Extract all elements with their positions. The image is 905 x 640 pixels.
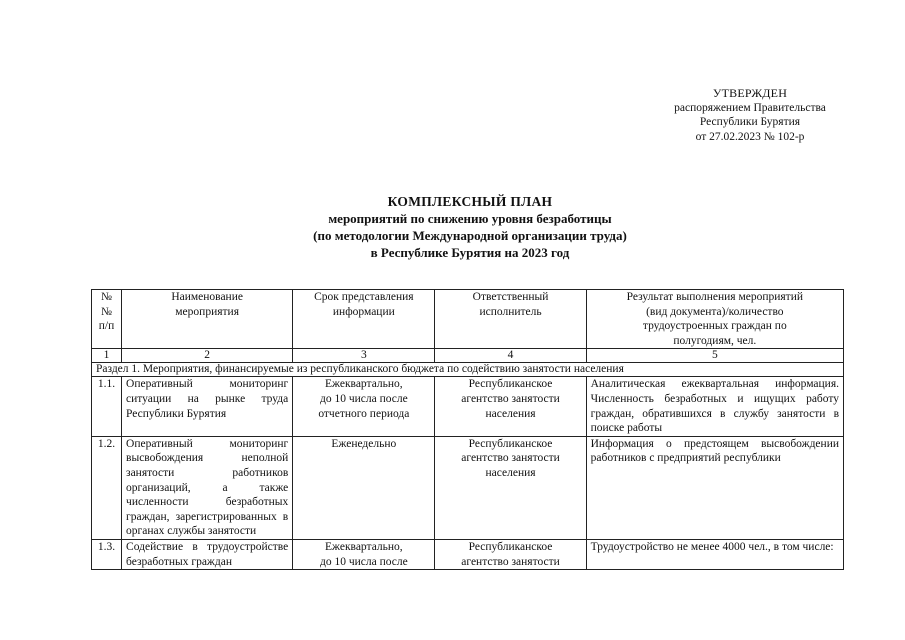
row-term — [293, 377, 435, 436]
executor-text: Республиканское — [468, 540, 553, 553]
table-row — [92, 377, 844, 436]
header-text: Ответственный — [472, 291, 549, 303]
header-text: п/п — [98, 320, 115, 333]
row-activity: Оперативный мониторинг высвобождения неполной занятости работников организаций, а также численности безработных граждан, зарегистрированных в органах службы занятости — [122, 436, 293, 539]
header-text: Наименование — [171, 291, 243, 303]
row-result: Аналитическая ежеквартальная информация. Численность безработных и ищущих работу граждан, обратившихся в службу занятости в поиске работы — [586, 377, 843, 436]
approval-line: Республики Бурятия — [699, 116, 801, 128]
header-text: информации — [332, 305, 395, 318]
approval-heading: УТВЕРЖДЕН — [712, 86, 788, 100]
term-text: Еженедельно — [331, 437, 397, 450]
executor-text: агентство занятости — [461, 555, 560, 568]
column-number: 4 — [435, 349, 586, 363]
column-number: 2 — [122, 349, 293, 363]
table-row — [92, 539, 844, 569]
row-activity: Оперативный мониторинг ситуации на рынке труда Республики Бурятия — [122, 377, 293, 436]
column-number: 1 — [92, 349, 122, 363]
title-line: в Республике Бурятия на 2023 год — [370, 245, 570, 260]
term-text: Ежеквартально, — [325, 540, 403, 553]
row-executor — [435, 377, 586, 436]
term-text: отчетного периода — [318, 407, 410, 420]
document-title — [190, 193, 750, 261]
row-term — [293, 436, 435, 539]
header-text: Срок представления — [314, 291, 414, 303]
header-text: полугодиям, чел. — [673, 334, 757, 347]
approval-date: от 27.02.2023 № 102-р — [695, 130, 805, 143]
row-number: 1.2. — [92, 436, 122, 539]
row-activity: Содействие в трудоустройстве безработных граждан — [122, 539, 293, 569]
term-text: Ежеквартально, — [325, 378, 403, 391]
title-main: КОМПЛЕКСНЫЙ ПЛАН — [387, 194, 553, 209]
header-number — [92, 290, 122, 349]
column-number: 5 — [586, 349, 843, 363]
header-text: мероприятия — [175, 305, 239, 318]
section-row — [92, 363, 844, 377]
section-title: Раздел 1. Мероприятия, финансируемые из республиканского бюджета по содействию занятости населения — [92, 363, 844, 377]
header-text: исполнитель — [479, 305, 542, 318]
term-text: до 10 числа после — [319, 392, 408, 405]
row-term — [293, 539, 435, 569]
executor-text: агентство занятости — [461, 452, 560, 465]
row-executor — [435, 539, 586, 569]
header-result — [586, 290, 843, 349]
row-number: 1.1. — [92, 377, 122, 436]
row-number: 1.3. — [92, 539, 122, 569]
term-text: до 10 числа после — [319, 555, 408, 568]
column-number-row — [92, 349, 844, 363]
table-header-row — [92, 290, 844, 349]
column-number: 3 — [293, 349, 435, 363]
row-executor — [435, 436, 586, 539]
header-text: Результат выполнения мероприятий — [626, 291, 804, 303]
executor-text: населения — [485, 407, 536, 420]
title-line: мероприятий по снижению уровня безработицы — [328, 211, 612, 226]
approval-block — [640, 86, 860, 144]
header-text: трудоустроенных граждан по — [642, 320, 787, 333]
header-activity — [122, 290, 293, 349]
header-executor — [435, 290, 586, 349]
plan-table — [91, 289, 844, 570]
executor-text: населения — [485, 466, 536, 479]
header-text: (вид документа)/количество — [646, 305, 784, 318]
header-text: №№ — [101, 291, 112, 318]
approval-line: распоряжением Правительства — [674, 101, 826, 114]
executor-text: агентство занятости — [461, 392, 560, 405]
executor-text: Республиканское — [468, 437, 553, 450]
row-result: Трудоустройство не менее 4000 чел., в том числе: — [586, 539, 843, 569]
header-term — [293, 290, 435, 349]
title-line: (по методологии Международной организации труда) — [313, 228, 627, 243]
executor-text: Республиканское — [468, 378, 553, 391]
row-result: Информация о предстоящем высвобождении работников с предприятий республики — [586, 436, 843, 539]
table-row — [92, 436, 844, 539]
